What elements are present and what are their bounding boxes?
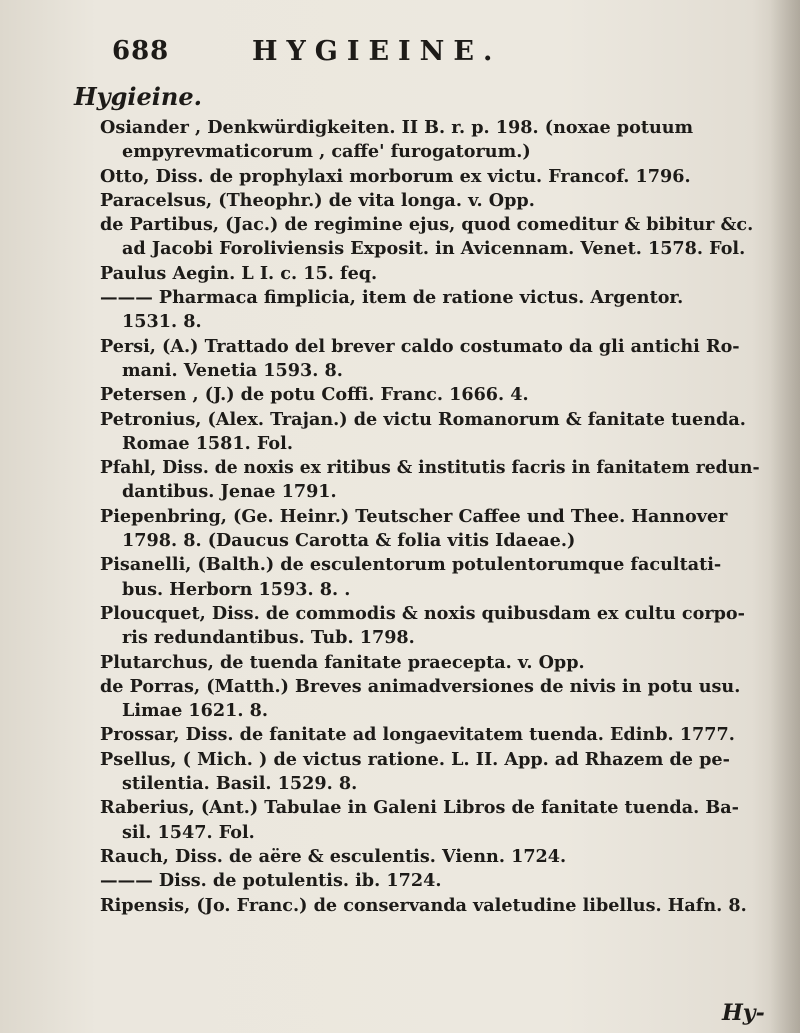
bibliography-line: Ripensis, (Jo. Franc.) de conservanda valetudine libellus. Hafn. 8. [100, 894, 747, 916]
bibliography-line: sil. 1547. Fol. [122, 821, 255, 843]
bibliography-line: Plutarchus, de tuenda fanitate praecepta. v. Opp. [100, 651, 585, 673]
bibliography-list [100, 116, 760, 918]
bibliography-line: de Porras, (Matth.) Breves animadversiones de nivis in potu usu. [100, 675, 741, 697]
bibliography-line: de Partibus, (Jac.) de regimine ejus, quod comeditur & bibitur &c. [100, 214, 754, 236]
bibliography-line: Persi, (A.) Trattado del brever caldo costumato da gli antichi Ro- [100, 335, 740, 357]
bibliography-line: Pisanelli, (Balth.) de esculentorum potulentorumque facultati- [100, 554, 722, 576]
page-header [112, 36, 772, 76]
bibliography-line: Ploucquet, Diss. de commodis & noxis quibusdam ex cultu corpo- [100, 602, 745, 624]
bibliography-line: mani. Venetia 1593. 8. [122, 359, 343, 381]
bibliography-line: Paracelsus, (Theophr.) de vita longa. v. Opp. [100, 189, 535, 211]
bibliography-line: Piepenbring, (Ge. Heinr.) Teutscher Caffee und Thee. Hannover [100, 505, 728, 527]
bibliography-line: Raberius, (Ant.) Tabulae in Galeni Libros de fanitate tuenda. Ba- [100, 797, 739, 819]
bibliography-line: ——— Diss. de potulentis. ib. 1724. [100, 870, 442, 892]
bibliography-line: Petronius, (Alex. Trajan.) de victu Romanorum & fanitate tuenda. [100, 408, 746, 430]
bibliography-line: stilentia. Basil. 1529. 8. [122, 773, 358, 795]
gutter-shadow [770, 0, 800, 1033]
bibliography-line: Limae 1621. 8. [122, 700, 268, 722]
bibliography-line: ——— Pharmaca fimplicia, item de ratione victus. Argentor. [100, 287, 684, 309]
bibliography-line: empyrevmaticorum , caffe' furogatorum.) [122, 141, 531, 163]
bibliography-line: ad Jacobi Foroliviensis Exposit. in Avicennam. Venet. 1578. Fol. [122, 238, 746, 260]
bibliography-line: Prossar, Diss. de fanitate ad longaevitatem tuenda. Edinb. 1777. [100, 724, 735, 746]
bibliography-line: Rauch, Diss. de aëre & esculentis. Vienn. 1724. [100, 845, 567, 867]
bibliography-line: Otto, Diss. de prophylaxi morborum ex victu. Francof. 1796. [100, 165, 691, 187]
bibliography-line: Psellus, ( Mich. ) de victus ratione. L. II. App. ad Rhazem de pe- [100, 748, 730, 770]
bibliography-line: Petersen , (J.) de potu Coffi. Franc. 1666. 4. [100, 384, 529, 406]
bibliography-line: 1531. 8. [122, 311, 202, 333]
bibliography-line: Pfahl, Diss. de noxis ex ritibus & institutis facris in fanitatem redun- [100, 457, 760, 479]
catchword: Hy- [722, 1000, 765, 1026]
running-head: HYGIEINE. [252, 36, 502, 67]
section-title: Hygieine. [74, 82, 202, 111]
page-number: 688 [112, 36, 170, 66]
bibliography-line: Romae 1581. Fol. [122, 432, 293, 454]
bibliography-line: Osiander , Denkwürdigkeiten. II B. r. p. 198. (noxae potuum [100, 117, 694, 138]
bibliography-line: dantibus. Jenae 1791. [122, 481, 337, 503]
bibliography-line: Paulus Aegin. L I. c. 15. feq. [100, 262, 378, 284]
bibliography-line: bus. Herborn 1593. 8. . [122, 578, 351, 600]
bibliography-line: ris redundantibus. Tub. 1798. [122, 627, 415, 649]
bibliography-line: 1798. 8. (Daucus Carotta & folia vitis Idaeae.) [122, 530, 576, 552]
